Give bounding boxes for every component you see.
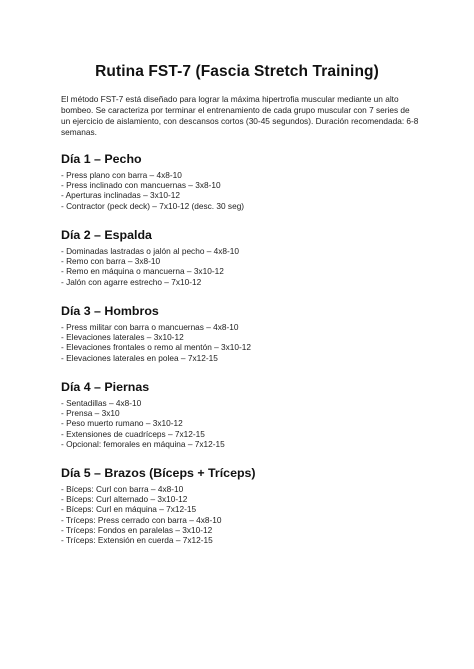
exercise-item: - Bíceps: Curl con barra – 4x8-10	[61, 484, 184, 494]
exercise-item: - Prensa – 3x10	[61, 408, 120, 419]
day-4-heading: Día 4 – Piernas	[61, 380, 150, 394]
exercise-item: - Bíceps: Curl en máquina – 7x12-15	[61, 504, 197, 515]
exercise-item: - Press militar con barra o mancuernas – 4x8-10	[61, 322, 239, 332]
exercise-item: - Tríceps: Extensión en cuerda – 7x12-15	[61, 535, 213, 546]
day-2-exercise-list	[61, 246, 239, 287]
exercise-item: - Peso muerto rumano – 3x10-12	[61, 418, 183, 429]
exercise-item: - Tríceps: Press cerrado con barra – 4x8-10	[61, 514, 222, 525]
exercise-item: - Elevaciones laterales en polea – 7x12-15	[61, 352, 218, 363]
exercise-item: - Elevaciones frontales o remo al mentón – 3x10-12	[61, 342, 252, 353]
day-3-exercise-list	[61, 322, 251, 363]
exercise-item: - Tríceps: Fondos en paralelas – 3x10-12	[61, 524, 213, 535]
day-3-heading: Día 3 – Hombros	[61, 304, 159, 318]
document-title: Rutina FST-7 (Fascia Stretch Training)	[95, 63, 379, 80]
exercise-item: - Elevaciones laterales – 3x10-12	[61, 332, 184, 343]
exercise-item: - Contractor (peck deck) – 7x10-12 (desc. 30 seg)	[61, 200, 245, 211]
day-4-exercise-list	[61, 398, 225, 449]
exercise-item: - Extensiones de cuadríceps – 7x12-15	[61, 428, 205, 439]
exercise-item: - Aperturas inclinadas – 3x10-12	[61, 190, 180, 201]
exercise-item: - Remo con barra – 3x8-10	[61, 256, 161, 267]
day-5-exercise-list	[61, 484, 221, 545]
exercise-item: - Bíceps: Curl alternado – 3x10-12	[61, 494, 188, 505]
exercise-item: - Press inclinado con mancuernas – 3x8-10	[61, 180, 221, 191]
exercise-item: - Opcional: femorales en máquina – 7x12-15	[61, 438, 225, 449]
day-2-heading: Día 2 – Espalda	[61, 228, 152, 242]
exercise-item: - Sentadillas – 4x8-10	[61, 398, 142, 408]
exercise-item: - Press plano con barra – 4x8-10	[61, 170, 182, 180]
exercise-item: - Jalón con agarre estrecho – 7x10-12	[61, 276, 202, 287]
day-1-heading: Día 1 – Pecho	[61, 152, 142, 166]
exercise-item: - Dominadas lastradas o jalón al pecho – 4x8-10	[61, 246, 240, 256]
exercise-item: - Remo en máquina o mancuerna – 3x10-12	[61, 266, 224, 277]
day-5-heading: Día 5 – Brazos (Bíceps + Tríceps)	[61, 466, 256, 480]
day-1-exercise-list	[61, 170, 244, 211]
intro-paragraph: El método FST-7 está diseñado para lograr la máxima hipertrofia muscular mediante un alto bombeo. Se caracteriza por terminar el entrenamiento de cada grupo muscular con 7 series de un ejercicio de aislamiento, con descansos cortos (30-45 segundos). Duración recomendada: 6-8 semanas.	[61, 94, 419, 137]
